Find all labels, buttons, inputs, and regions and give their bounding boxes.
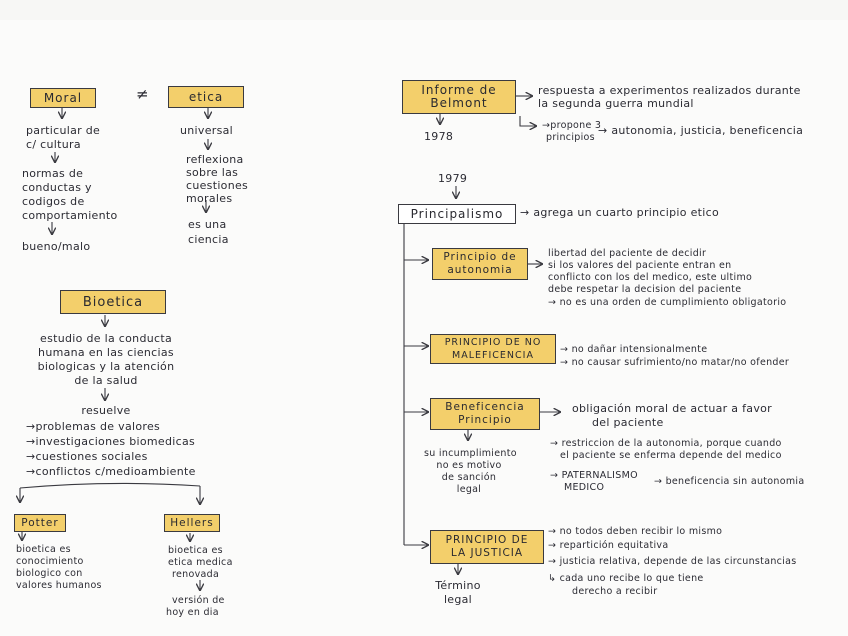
belmont-propone-1: →propone 3 [542, 120, 602, 131]
hellers-line-3: renovada [172, 569, 220, 580]
belmont-principles: → autonomia, justicia, beneficencia [598, 124, 804, 137]
belmont-title-2: Belmont [430, 96, 488, 110]
potter-line-1: bioetica es [16, 544, 71, 555]
no-maleficencia-title-2: MALEFICENCIA [452, 350, 534, 361]
incumplimiento-1: su incumplimiento [424, 448, 517, 459]
hellers-line-4: versión de [172, 595, 225, 606]
justicia-item-1: → no todos deben recibir lo mismo [548, 526, 723, 537]
no-maleficencia-box [430, 334, 556, 364]
principalismo-box: Principalismo [398, 204, 516, 224]
potter-box: Potter [14, 514, 66, 532]
autonomia-desc-5: → no es una orden de cumplimiento obligatorio [548, 297, 787, 308]
etica-line-1: universal [180, 124, 234, 137]
potter-line-2: conocimiento [16, 556, 84, 567]
moral-line-3: normas de [22, 167, 84, 180]
no-maleficencia-title-1: PRINCIPIO DE NO [444, 337, 542, 348]
moral-line-5: codigos de [22, 195, 85, 208]
bioetica-list-2: →investigaciones biomedicas [26, 435, 196, 448]
etica-line-6: es una [188, 218, 227, 231]
etica-line-3: sobre las [186, 166, 239, 179]
bioetica-list-4: →conflictos c/medioambiente [26, 465, 196, 478]
paternalismo-2: MEDICO [564, 482, 605, 493]
incumplimiento-4: legal [456, 484, 482, 495]
moral-line-7: bueno/malo [22, 240, 91, 253]
hellers-box: Hellers [164, 514, 220, 532]
moral-line-4: conductas y [22, 181, 92, 194]
justicia-box [430, 530, 544, 564]
potter-line-4: valores humanos [16, 580, 102, 591]
belmont-year: 1978 [424, 130, 454, 143]
not-equal-sign: ≠ [136, 85, 149, 103]
bioetica-list-1: →problemas de valores [26, 420, 161, 433]
justicia-item-4: ↳ cada uno recibe lo que tiene [548, 573, 704, 584]
beneficencia-sin-autonomia: → beneficencia sin autonomia [654, 476, 805, 487]
belmont-title-1: Informe de [421, 83, 497, 97]
etica-box: etica [168, 86, 244, 108]
beneficencia-title-1: Beneficencia [445, 401, 525, 413]
moral-line-6: comportamiento [22, 209, 118, 222]
etica-line-5: morales [186, 192, 233, 205]
hellers-line-2: etica medica [168, 557, 233, 568]
paternalismo-1: → PATERNALISMO [550, 470, 638, 481]
incumplimiento-2: no es motivo [436, 460, 502, 471]
restriccion-1: → restriccion de la autonomia, porque cuando [550, 438, 782, 449]
bioetica-resuelve: resuelve [81, 404, 131, 417]
belmont-desc-1: respuesta a experimentos realizados durante [538, 84, 801, 97]
beneficencia-desc-2: del paciente [592, 416, 664, 429]
bioetica-def-2: humana en las ciencias [38, 346, 174, 359]
autonomia-box [432, 248, 528, 280]
no-maleficencia-desc-1: → no dañar intensionalmente [560, 344, 708, 355]
principalismo-desc: → agrega un cuarto principio etico [520, 206, 719, 219]
bioetica-def-1: estudio de la conducta [40, 332, 172, 345]
autonomia-title-1: Principio de [443, 251, 517, 263]
belmont-desc-2: la segunda guerra mundial [538, 97, 694, 110]
autonomia-title-2: autonomia [447, 264, 513, 276]
moral-line-2: c/ cultura [26, 138, 81, 151]
bioetica-list-3: →cuestiones sociales [26, 450, 148, 463]
beneficencia-desc-1: obligación moral de actuar a favor [572, 402, 773, 415]
restriccion-2: el paciente se enferma depende del medico [560, 450, 782, 461]
bioetica-box: Bioetica [60, 290, 166, 314]
justicia-item-5: derecho a recibir [572, 586, 658, 597]
justicia-item-3: → justicia relativa, depende de las circunstancias [548, 556, 797, 567]
bioetica-def-3: biologicas y la atención [37, 360, 175, 373]
autonomia-desc-1: libertad del paciente de decidir [548, 248, 707, 259]
incumplimiento-3: de sanción [441, 472, 497, 483]
etica-line-7: ciencia [188, 233, 229, 246]
autonomia-desc-4: debe respetar la decision del paciente [548, 284, 742, 295]
beneficencia-box [430, 398, 540, 430]
etica-line-2: reflexiona [186, 153, 244, 166]
autonomia-desc-3: conflicto con los del medico, este ultimo [548, 272, 753, 283]
etica-line-4: cuestiones [186, 179, 249, 192]
no-maleficencia-desc-2: → no causar sufrimiento/no matar/no ofender [560, 357, 790, 368]
year-1979: 1979 [438, 172, 468, 185]
termino-2: legal [443, 593, 473, 606]
belmont-propone-2: principios [546, 132, 595, 143]
hellers-line-5: hoy en dia [166, 607, 219, 618]
potter-line-3: biologico con [16, 568, 83, 579]
arrow-belmont-propone [520, 116, 536, 126]
moral-line-1: particular de [26, 124, 101, 137]
justicia-title-1: PRINCIPIO DE [445, 534, 529, 546]
termino-1: Término [435, 579, 481, 592]
hellers-line-1: bioetica es [168, 545, 223, 556]
bioetica-def-4: de la salud [74, 374, 138, 387]
autonomia-desc-2: si los valores del paciente entran en [548, 260, 732, 271]
split-line [20, 483, 200, 488]
belmont-box [402, 80, 516, 114]
moral-box: Moral [30, 88, 96, 108]
justicia-item-2: → repartición equitativa [548, 540, 669, 551]
beneficencia-title-2: Principio [458, 414, 512, 426]
justicia-title-2: LA JUSTICIA [450, 547, 524, 559]
